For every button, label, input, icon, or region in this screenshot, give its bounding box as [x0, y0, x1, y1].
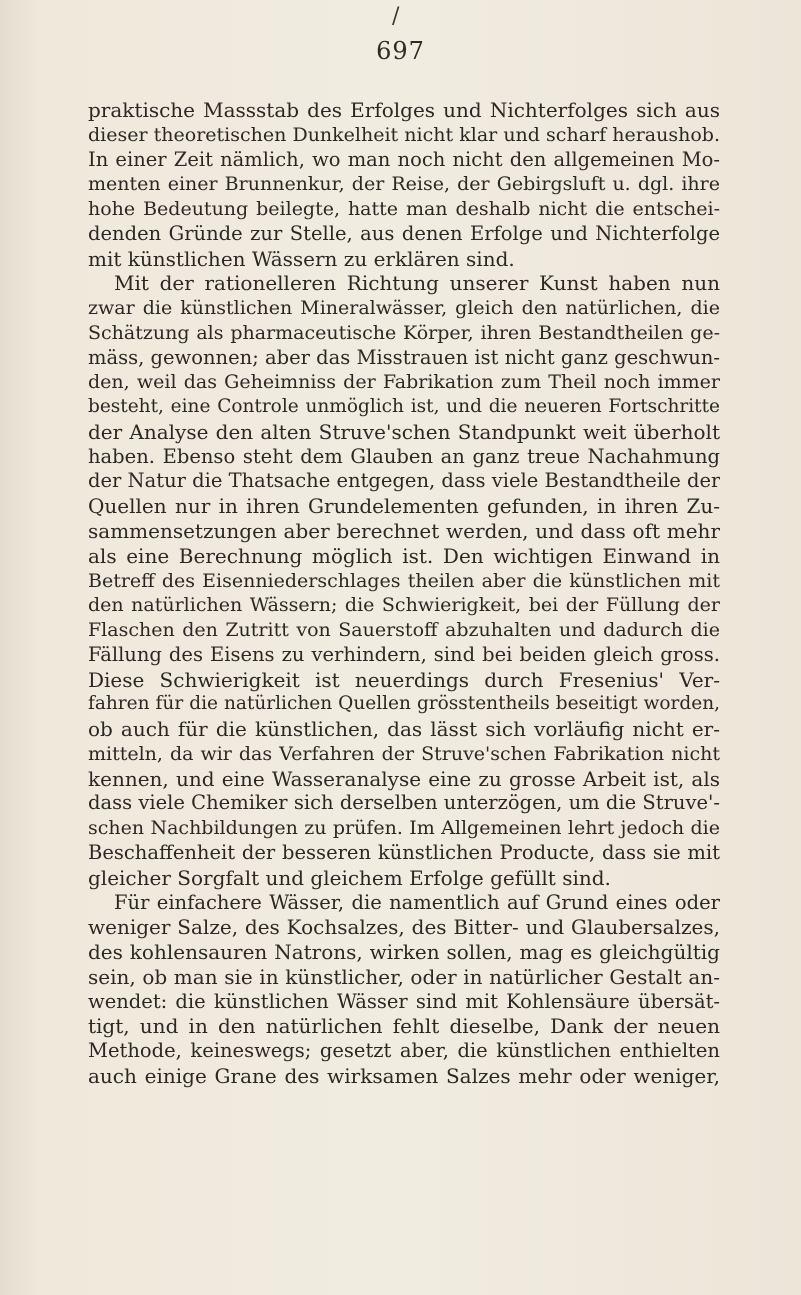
- text-line: zwar die künstlichen Mineralwässer, gleich den natürlichen, die: [88, 297, 720, 320]
- text-line: menten einer Brunnenkur, der Reise, der Gebirgsluft u. dgl. ihre: [88, 173, 720, 196]
- text-line: Flaschen den Zutritt von Sauerstoff abzuhalten und dadurch die: [88, 619, 720, 642]
- page-number: 697: [376, 37, 425, 65]
- text-line: fahren für die natürlichen Quellen grösstentheils beseitigt worden,: [88, 693, 720, 715]
- text-line: sammensetzungen aber berechnet werden, und dass oft mehr: [88, 519, 720, 544]
- text-line: Schätzung als pharmaceutische Körper, ihren Bestandtheilen ge-: [88, 321, 720, 344]
- text-line: sein, ob man sie in künstlicher, oder in natürlicher Gestalt an-: [88, 964, 720, 989]
- text-line: wendet: die künstlichen Wässer sind mit Kohlensäure übersät-: [88, 989, 720, 1013]
- text-line: Betreff des Eisenniederschlages theilen aber die künstlichen mit: [88, 569, 720, 592]
- text-line: weniger Salze, des Kochsalzes, des Bitter- und Glaubersalzes,: [88, 915, 720, 940]
- text-line: praktische Massstab des Erfolges und Nichterfolges sich aus: [88, 98, 720, 122]
- text-line: besteht, eine Controle unmöglich ist, und die neueren Fortschritte: [88, 396, 720, 418]
- text-line: Beschaffenheit der besseren künstlichen Producte, dass sie mit: [88, 840, 720, 864]
- text-line: haben. Ebenso steht dem Glauben an ganz treue Nachahmung: [88, 444, 720, 468]
- text-line: kennen, und eine Wasseranalyse eine zu grosse Arbeit ist, als: [88, 766, 720, 791]
- text-line: auch einige Grane des wirksamen Salzes mehr oder weniger,: [88, 1063, 720, 1088]
- text-line: dass viele Chemiker sich derselben unterzögen, um die Struve'-: [88, 791, 720, 815]
- text-line: dieser theoretischen Dunkelheit nicht klar und scharf heraushob.: [88, 123, 720, 146]
- text-line: Diese Schwierigkeit ist neuerdings durch Fresenius' Ver-: [88, 667, 720, 692]
- text-line: Methode, keineswegs; gesetzt aber, die künstlichen enthielten: [88, 1039, 720, 1063]
- text-line: mit künstlichen Wässern zu erklären sind.: [88, 246, 515, 271]
- text-line: mäss, gewonnen; aber das Misstrauen ist nicht ganz geschwun-: [88, 345, 720, 369]
- text-line: den natürlichen Wässern; die Schwierigkeit, bei der Füllung der: [88, 594, 720, 617]
- text-line: Für einfachere Wässer, die namentlich auf Grund eines oder: [114, 890, 720, 914]
- text-line: als eine Berechnung möglich ist. Den wichtigen Einwand in: [88, 543, 720, 568]
- text-line: Fällung des Eisens zu verhindern, sind bei beiden gleich gross.: [88, 642, 720, 666]
- text-line: tigt, und in den natürlichen fehlt dieselbe, Dank der neuen: [88, 1014, 720, 1039]
- text-line: der Natur die Thatsache entgegen, dass viele Bestandtheile der: [88, 469, 720, 493]
- text-line: ob auch für die künstlichen, das lässt sich vorläufig nicht er-: [88, 717, 720, 742]
- text-line: hohe Bedeutung beilegte, hatte man deshalb nicht die entschei-: [88, 198, 720, 221]
- text-line: Quellen nur in ihren Grundelementen gefunden, in ihren Zu-: [88, 494, 720, 519]
- text-line: der Analyse den alten Struve'schen Standpunkt weit überholt: [88, 419, 720, 444]
- text-line: In einer Zeit nämlich, wo man noch nicht den allgemeinen Mo-: [88, 147, 720, 171]
- text-line: gleicher Sorgfalt und gleichem Erfolge gefüllt sind.: [88, 865, 611, 890]
- text-line: schen Nachbildungen zu prüfen. Im Allgemeinen lehrt jedoch die: [88, 817, 720, 840]
- text-line: denden Gründe zur Stelle, aus denen Erfolge und Nichterfolge: [88, 221, 720, 245]
- text-line: des kohlensauren Natrons, wirken sollen, mag es gleichgültig: [88, 940, 720, 965]
- text-line: den, weil das Geheimniss der Fabrikation zum Theil noch immer: [88, 371, 720, 394]
- page-mark: /: [392, 4, 400, 29]
- body-text: [88, 98, 720, 1089]
- text-line: mitteln, da wir das Verfahren der Struve'schen Fabrikation nicht: [88, 742, 720, 765]
- text-line: Mit der rationelleren Richtung unserer Kunst haben nun: [114, 271, 720, 296]
